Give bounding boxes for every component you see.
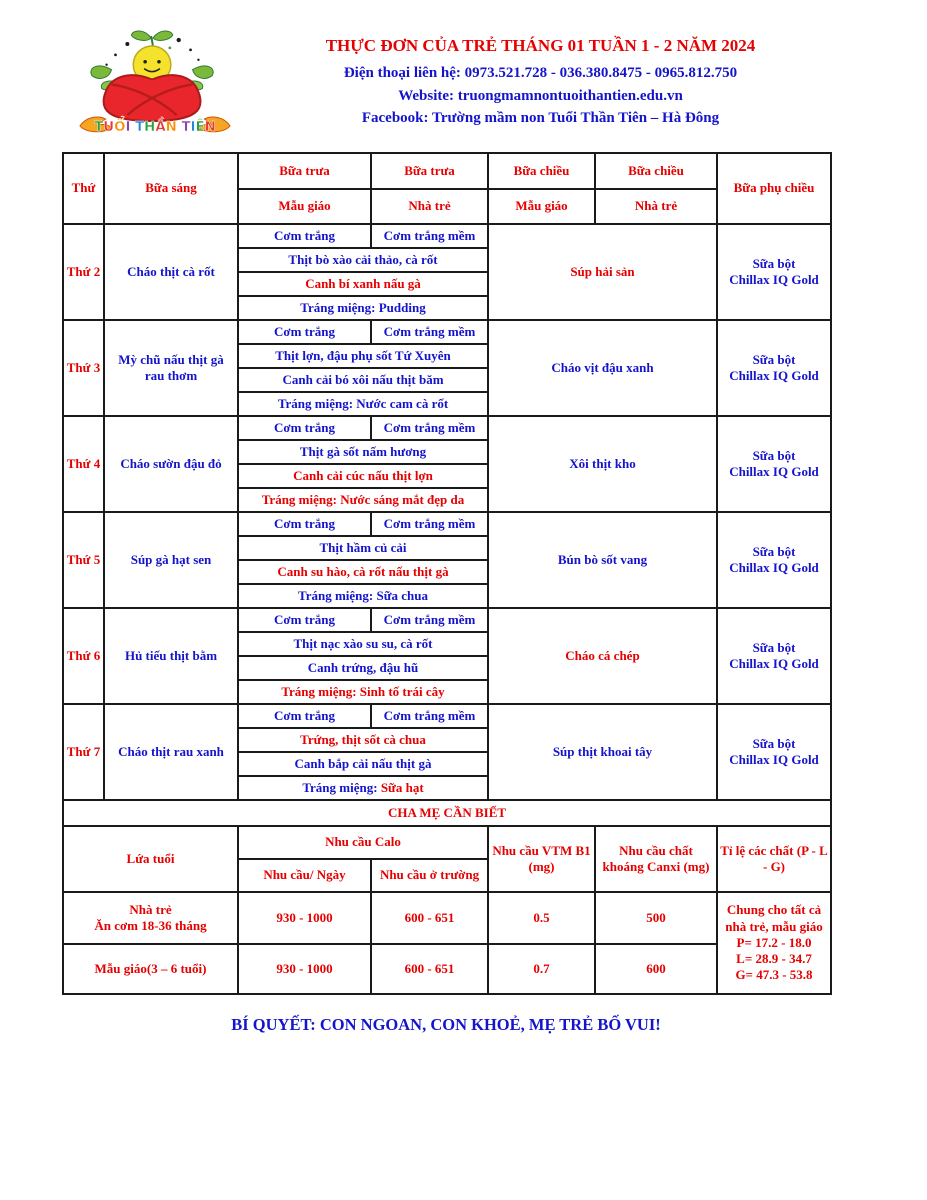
dessert-label: Tráng miệng: xyxy=(302,779,381,795)
subheader-preschool: Mẫu giáo xyxy=(238,189,371,224)
snack-line-2: Chillax IQ Gold xyxy=(729,656,819,671)
snack-line-1: Sữa bột xyxy=(752,639,796,655)
col-header-age-group: Lứa tuổi xyxy=(63,826,238,892)
snack-cell xyxy=(717,224,831,320)
contact-phone-line: Điện thoại liên hệ: 0973.521.728 - 036.380.8475 - 0965.812.750 xyxy=(343,65,738,81)
menu-header-row-1 xyxy=(63,153,831,189)
afternoon-cell: Xôi thịt kho xyxy=(488,416,717,512)
col-header-vitamin-b1: Nhu cầu VTM B1 (mg) xyxy=(488,826,595,892)
age-group-cell xyxy=(63,892,238,944)
header-text-block xyxy=(234,28,847,130)
rice-preschool-cell: Cơm trắng xyxy=(238,320,371,344)
rice-preschool-cell: Cơm trắng xyxy=(238,224,371,248)
soup-cell: Canh bắp cải nấu thịt gà xyxy=(238,752,488,776)
snack-cell xyxy=(717,608,831,704)
afternoon-cell: Súp hải sản xyxy=(488,224,717,320)
col-header-afternoon-preschool: Bữa chiều xyxy=(488,153,595,189)
menu-table xyxy=(62,152,832,995)
soup-cell: Canh cải cúc nấu thịt lợn xyxy=(238,464,488,488)
day-row-monday xyxy=(63,224,831,248)
ratio-note-line: G= 47.3 - 53.8 xyxy=(735,967,813,983)
ratio-note-line: Chung cho tất cả xyxy=(726,902,822,918)
dessert-cell: Tráng miệng: Sữa chua xyxy=(238,584,488,608)
main-dish-cell: Trứng, thịt sốt cà chua xyxy=(238,728,488,752)
col-header-snack: Bữa phụ chiều xyxy=(717,153,831,224)
day-row-thursday xyxy=(63,512,831,536)
rice-nursery-cell: Cơm trắng mềm xyxy=(371,416,488,440)
day-label: Thứ 6 xyxy=(63,608,104,704)
afternoon-cell: Bún bò sốt vang xyxy=(488,512,717,608)
age-group-cell: Mẫu giáo(3 – 6 tuổi) xyxy=(63,944,238,994)
snack-line-2: Chillax IQ Gold xyxy=(729,464,819,479)
ratio-note-line: nhà trẻ, mẫu giáo xyxy=(725,918,823,934)
breakfast-cell: Cháo sườn đậu đỏ xyxy=(104,416,238,512)
col-header-lunch-preschool: Bữa trưa xyxy=(238,153,371,189)
dessert-cell: Tráng miệng: Pudding xyxy=(238,296,488,320)
afternoon-cell: Cháo cá chép xyxy=(488,608,717,704)
snack-line-1: Sữa bột xyxy=(752,351,796,367)
col-header-afternoon-nursery: Bữa chiều xyxy=(595,153,717,189)
rice-nursery-cell: Cơm trắng mềm xyxy=(371,224,488,248)
vitamin-b1-cell: 0.5 xyxy=(488,892,595,944)
snack-cell xyxy=(717,416,831,512)
ratio-note-cell xyxy=(717,892,831,994)
snack-cell xyxy=(717,704,831,800)
breakfast-cell: Súp gà hạt sen xyxy=(104,512,238,608)
col-header-calorie-per-day: Nhu cầu/ Ngày xyxy=(238,859,371,892)
facebook-line: Facebook: Trường mầm non Tuổi Thần Tiên – Hà Đông xyxy=(361,110,720,126)
snack-line-1: Sữa bột xyxy=(752,735,796,751)
col-header-lunch-nursery: Bữa trưa xyxy=(371,153,488,189)
col-header-calcium: Nhu cầu chất khoáng Canxi (mg) xyxy=(595,826,717,892)
afternoon-cell: Súp thịt khoai tây xyxy=(488,704,717,800)
snack-cell xyxy=(717,320,831,416)
afternoon-cell: Cháo vịt đậu xanh xyxy=(488,320,717,416)
main-dish-cell: Thịt gà sốt nấm hương xyxy=(238,440,488,464)
dessert-value: Sữa hạt xyxy=(380,779,424,795)
dessert-cell: Tráng miệng: Sinh tố trái cây xyxy=(238,680,488,704)
ratio-note-line: L= 28.9 - 34.7 xyxy=(736,951,812,967)
breakfast-cell: Mỳ chũ nấu thịt gà rau thơm xyxy=(104,320,238,416)
age-group-line-1: Nhà trẻ xyxy=(129,901,172,917)
rice-preschool-cell: Cơm trắng xyxy=(238,512,371,536)
day-row-friday xyxy=(63,608,831,632)
parents-banner-row xyxy=(63,800,831,826)
parents-banner: CHA MẸ CẦN BIẾT xyxy=(63,800,831,826)
day-label: Thứ 7 xyxy=(63,704,104,800)
subheader-nursery: Nhà trẻ xyxy=(371,189,488,224)
school-logo-graphic xyxy=(76,28,234,135)
red-flower-icon xyxy=(104,75,201,121)
nutrition-row-preschool xyxy=(63,944,831,994)
vitamin-b1-cell: 0.7 xyxy=(488,944,595,994)
breakfast-cell: Cháo thịt rau xanh xyxy=(104,704,238,800)
col-header-day: Thứ xyxy=(63,153,104,224)
website-line: Website: truongmamnontuoithantien.edu.vn xyxy=(398,87,683,104)
subheader-nursery: Nhà trẻ xyxy=(595,189,717,224)
calorie-per-day-cell: 930 - 1000 xyxy=(238,944,371,994)
subheader-preschool: Mẫu giáo xyxy=(488,189,595,224)
school-logo xyxy=(76,28,234,140)
snack-line-2: Chillax IQ Gold xyxy=(729,272,819,287)
day-row-wednesday xyxy=(63,416,831,440)
rice-nursery-cell: Cơm trắng mềm xyxy=(371,704,488,728)
soup-cell: Canh cải bó xôi nấu thịt băm xyxy=(238,368,488,392)
day-label: Thứ 3 xyxy=(63,320,104,416)
rice-nursery-cell: Cơm trắng mềm xyxy=(371,512,488,536)
col-header-calorie: Nhu cầu Calo xyxy=(238,826,488,859)
calorie-at-school-cell: 600 - 651 xyxy=(371,944,488,994)
rice-nursery-cell: Cơm trắng mềm xyxy=(371,320,488,344)
calorie-per-day-cell: 930 - 1000 xyxy=(238,892,371,944)
page-title: THỰC ĐƠN CỦA TRẺ THÁNG 01 TUẦN 1 - 2 NĂM 2024 xyxy=(325,36,756,55)
day-label: Thứ 2 xyxy=(63,224,104,320)
main-dish-cell: Thịt bò xào cải thảo, cà rốt xyxy=(238,248,488,272)
snack-line-1: Sữa bột xyxy=(752,255,796,271)
snack-cell xyxy=(717,512,831,608)
breakfast-cell: Cháo thịt cà rốt xyxy=(104,224,238,320)
rice-preschool-cell: Cơm trắng xyxy=(238,608,371,632)
snack-line-1: Sữa bột xyxy=(752,447,796,463)
snack-line-1: Sữa bột xyxy=(752,543,796,559)
snack-line-2: Chillax IQ Gold xyxy=(729,560,819,575)
rice-preschool-cell: Cơm trắng xyxy=(238,704,371,728)
rice-preschool-cell: Cơm trắng xyxy=(238,416,371,440)
breakfast-cell: Hủ tiếu thịt bằm xyxy=(104,608,238,704)
rice-nursery-cell: Cơm trắng mềm xyxy=(371,608,488,632)
snack-line-2: Chillax IQ Gold xyxy=(729,752,819,767)
dessert-cell: Tráng miệng: Nước cam cà rốt xyxy=(238,392,488,416)
nutrition-row-nursery xyxy=(63,892,831,944)
day-row-saturday xyxy=(63,704,831,728)
main-dish-cell: Thịt lợn, đậu phụ sốt Tứ Xuyên xyxy=(238,344,488,368)
soup-cell: Canh su hào, cà rốt nấu thịt gà xyxy=(238,560,488,584)
logo-banner-text: TUỔI THẦN TIÊN xyxy=(94,119,216,135)
soup-cell: Canh trứng, đậu hũ xyxy=(238,656,488,680)
main-dish-cell: Thịt nạc xào su su, cà rốt xyxy=(238,632,488,656)
day-label: Thứ 5 xyxy=(63,512,104,608)
day-row-tuesday xyxy=(63,320,831,344)
footer-slogan: BÍ QUYẾT: CON NGOAN, CON KHOẺ, MẸ TRẺ BỐ VUI! xyxy=(231,1015,661,1034)
nutrition-header-row-1 xyxy=(63,826,831,859)
day-label: Thứ 4 xyxy=(63,416,104,512)
ratio-note-line: P= 17.2 - 18.0 xyxy=(736,934,812,950)
snack-line-2: Chillax IQ Gold xyxy=(729,368,819,383)
col-header-ratio: Tỉ lệ các chất (P - L - G) xyxy=(717,826,831,892)
col-header-breakfast: Bữa sáng xyxy=(104,153,238,224)
soup-cell: Canh bí xanh nấu gà xyxy=(238,272,488,296)
main-dish-cell: Thịt hầm củ cải xyxy=(238,536,488,560)
dessert-cell: Tráng miệng: Nước sáng mắt đẹp da xyxy=(238,488,488,512)
calcium-cell: 500 xyxy=(595,892,717,944)
page-header xyxy=(0,0,927,140)
calorie-at-school-cell: 600 - 651 xyxy=(371,892,488,944)
col-header-calorie-at-school: Nhu cầu ở trường xyxy=(371,859,488,892)
age-group-line-2: Ăn cơm 18-36 tháng xyxy=(94,918,207,933)
dessert-cell xyxy=(238,776,488,800)
calcium-cell: 600 xyxy=(595,944,717,994)
